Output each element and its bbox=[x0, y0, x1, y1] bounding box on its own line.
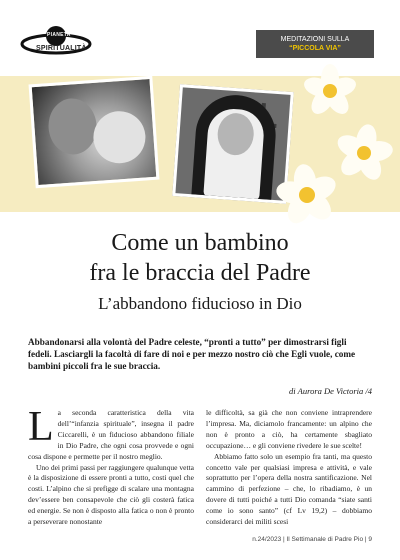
plumeria-flower-icon bbox=[272, 164, 342, 226]
plumeria-flower-icon bbox=[300, 64, 360, 118]
page-footer: n.24/2023 | Il Settimanale di Padre Pio | 9 bbox=[252, 536, 372, 543]
article-lead: Abbandonarsi alla volontà del Padre celeste, “pronti a tutto” per dimostrarsi figli fedeli. Lasciargli la facoltà di fare di noi e per mezzo nostro ciò che Egli vuole, come bambini piccoli fra le sue braccia. bbox=[28, 337, 356, 371]
article-subtitle: L’abbandono fiducioso in Dio bbox=[98, 294, 302, 313]
magazine-logo bbox=[16, 24, 96, 64]
article-title bbox=[0, 228, 400, 288]
logo-ring-icon bbox=[16, 24, 96, 64]
article-paragraph: La seconda caratteristica della vita dell’“infanzia spirituale”, insegna il padre Ciccarelli, è un fiducioso abbandono filiale in Dio Padre, che ogni cosa provvede e ogni cosa dispone e permette per il nostro meglio. bbox=[28, 404, 194, 461]
article-title-line1: Come un bambino bbox=[111, 230, 289, 256]
article-column-right bbox=[206, 408, 372, 528]
article-paragraph: le difficoltà, sa già che non conviene intraprendere l’impresa. Ma, diciamolo francamente: un alpino che non è pronto a ciò, ha certamente sbagliato occupazione… e gli conviene rivedere le sue scelte! bbox=[206, 408, 372, 450]
father-and-baby-photo bbox=[29, 76, 160, 188]
section-badge-line2: “PICCOLA VIA” bbox=[289, 45, 341, 52]
section-badge bbox=[256, 30, 374, 58]
article-paragraph: Abbiamo fatto solo un esempio fra tanti, ma questo concetto vale per qualsiasi impresa e attività, e vale soprattutto per l’opera della nostra santificazione. Nel cammino di perfezione – che, lo ribadiamo, è un dovere di tutti poiché a tutti Dio comanda “siate santi come io sono santo” (cf Lv 19,2) – dobbiamo considerarci dei militi scesi bbox=[206, 451, 372, 527]
article-column-left bbox=[28, 404, 194, 528]
logo-small-text: PIANETA bbox=[47, 32, 71, 38]
article-title-line2: fra le braccia del Padre bbox=[89, 260, 311, 286]
article-paragraph: Uno dei primi passi per raggiungere qualunque vetta è la disposizione di essere pronti a tutto, costi quel che costi. L’alpino che si prefigge di scalare una montagna dev’essere ben consapevole che ciò gli costerà fatica ed energie. Se non è disposto alla fatica o non è pronto a perseverare nonostante bbox=[28, 462, 194, 527]
article-byline: di Aurora De Victoria /4 bbox=[289, 386, 372, 396]
section-badge-line1: MEDITAZIONI SULLA bbox=[280, 36, 350, 43]
logo-main-text: SPIRITUALITÀ bbox=[36, 45, 87, 52]
drop-cap: L bbox=[28, 404, 54, 450]
